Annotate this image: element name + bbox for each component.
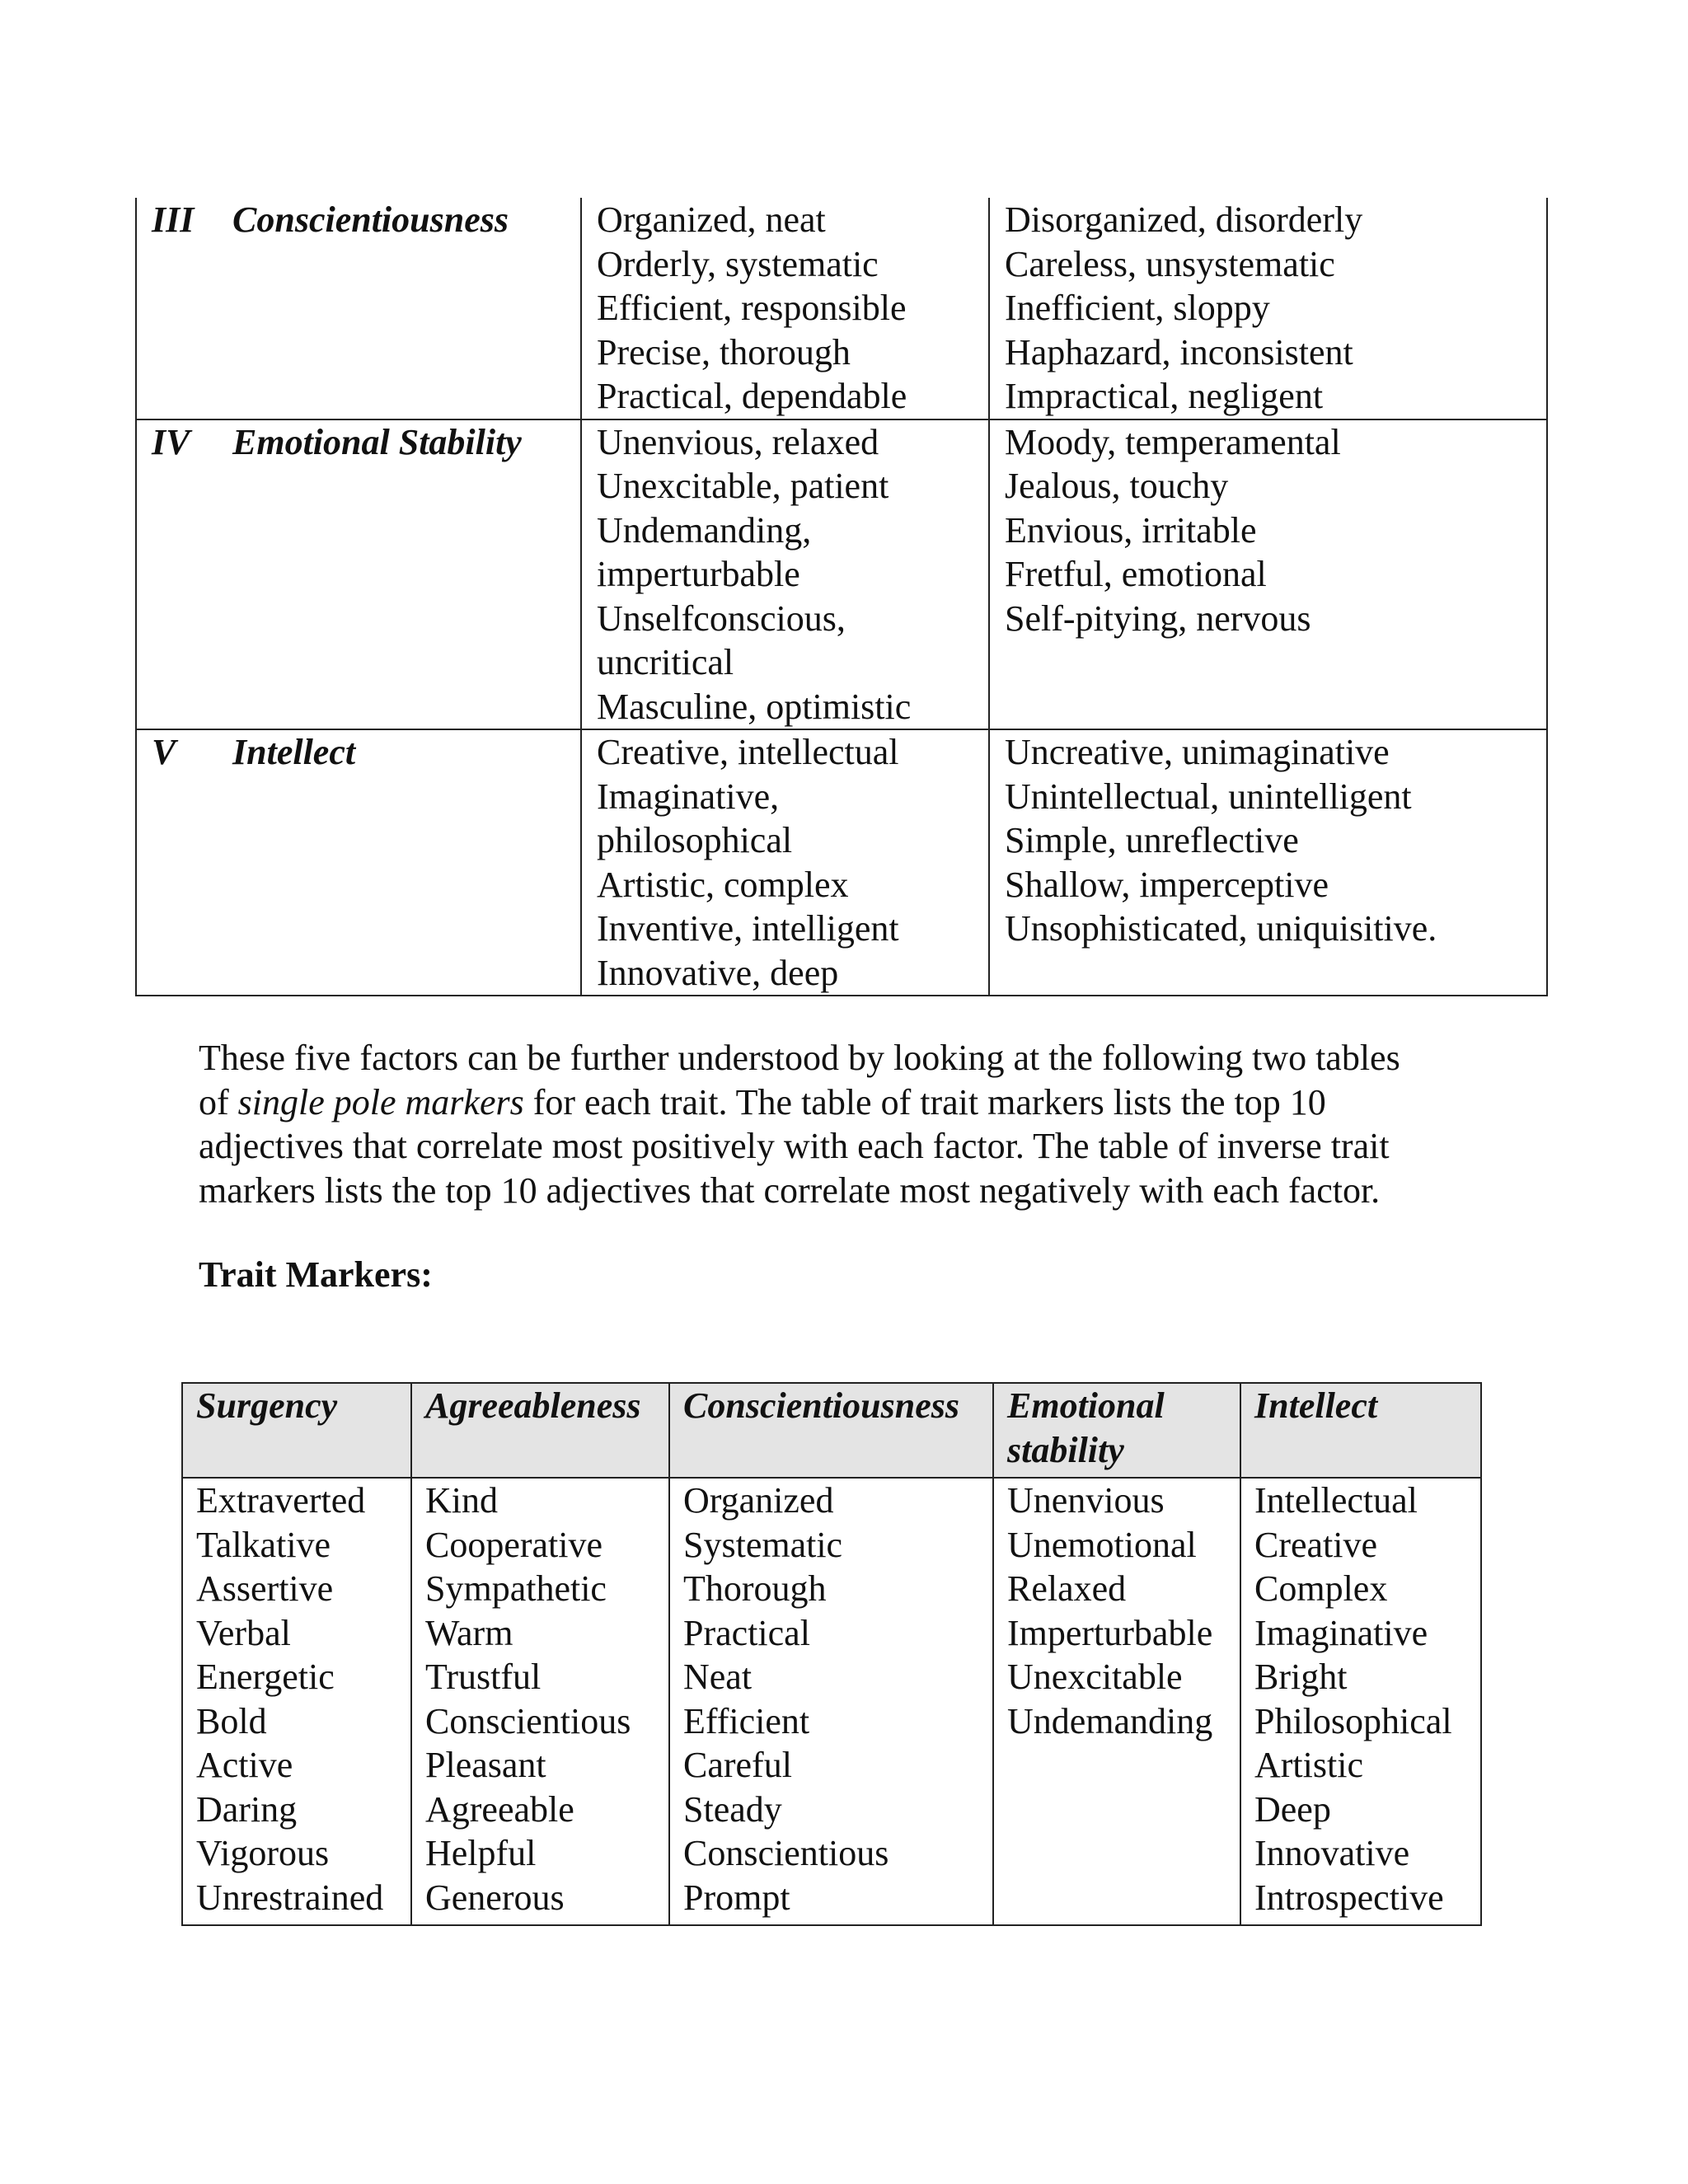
factor-name: Intellect (232, 732, 356, 772)
factor-number: III (152, 199, 195, 240)
trait-marker: Conscientious (425, 1700, 631, 1741)
negative-adjective: Envious, irritable (1005, 509, 1257, 551)
trait-marker: Energetic (196, 1657, 335, 1697)
trait-marker: Complex (1254, 1568, 1388, 1609)
column-header: Intellect (1240, 1383, 1481, 1478)
column-header: Emotional stability (993, 1383, 1240, 1478)
trait-marker: Undemanding (1007, 1700, 1213, 1741)
trait-marker: Artistic (1254, 1745, 1363, 1785)
factor-name-cell (136, 198, 581, 419)
positive-adjective: Unselfconscious, (597, 598, 846, 639)
trait-marker: Conscientious (683, 1833, 889, 1873)
trait-marker: Philosophical (1254, 1700, 1452, 1741)
positive-adjective: Inventive, intelligent (597, 908, 899, 949)
negative-adjective: Fretful, emotional (1005, 554, 1267, 594)
factor-name: Conscientiousness (232, 199, 509, 240)
trait-marker: Neat (683, 1657, 753, 1697)
negative-adjective: Moody, temperamental (1005, 421, 1341, 462)
positive-adjectives-cell (581, 419, 989, 730)
positive-adjective: Undemanding, (597, 509, 812, 551)
positive-adjective: imperturbable (597, 554, 800, 594)
column-header: Agreeableness (411, 1383, 669, 1478)
paragraph-text: for each trait. The table of trait markers lists the top 10 (523, 1081, 1326, 1122)
positive-adjective: Efficient, responsible (597, 288, 907, 328)
trait-marker: Unexcitable (1007, 1657, 1183, 1697)
negative-adjectives-cell (989, 419, 1547, 730)
positive-adjective: Unenvious, relaxed (597, 421, 879, 462)
paragraph-text: of (199, 1081, 238, 1122)
trait-marker: Thorough (683, 1568, 827, 1609)
trait-marker: Unemotional (1007, 1524, 1197, 1565)
positive-adjective: philosophical (597, 820, 793, 860)
paragraph-line (199, 1080, 1493, 1125)
paragraph-emphasis: single pole markers (237, 1081, 524, 1122)
negative-adjective: Disorganized, disorderly (1005, 199, 1363, 240)
trait-marker: Bright (1254, 1657, 1348, 1697)
trait-marker: Unrestrained (196, 1877, 384, 1918)
negative-adjective: Unsophisticated, uniquisitive. (1005, 908, 1437, 949)
positive-adjective: Creative, intellectual (597, 732, 899, 772)
factor-adjective-table (135, 198, 1548, 996)
negative-adjectives-cell (989, 198, 1547, 419)
trait-marker: Helpful (425, 1833, 537, 1873)
paragraph-line: adjectives that correlate most positively with each factor. The table of inverse trait (199, 1126, 1390, 1166)
trait-marker: Deep (1254, 1788, 1331, 1830)
trait-marker: Careful (683, 1745, 792, 1785)
factor-name: Emotional Stability (232, 421, 522, 462)
trait-marker: Steady (683, 1788, 782, 1830)
trait-column-cell (1240, 1478, 1481, 1925)
trait-table-body-row (182, 1478, 1481, 1925)
explanation-paragraph (199, 1036, 1493, 1212)
trait-marker: Active (196, 1745, 293, 1785)
positive-adjectives-cell (581, 729, 989, 996)
negative-adjective: Simple, unreflective (1005, 820, 1299, 860)
positive-adjective: Practical, dependable (597, 376, 907, 416)
trait-marker: Imaginative (1254, 1612, 1428, 1653)
factor-row (136, 729, 1547, 996)
trait-marker: Introspective (1254, 1877, 1444, 1918)
positive-adjective: Unexcitable, patient (597, 466, 889, 506)
trait-marker: Prompt (683, 1877, 790, 1918)
trait-marker: Talkative (196, 1524, 331, 1565)
paragraph-line: markers lists the top 10 adjectives that correlate most negatively with each factor. (199, 1169, 1381, 1211)
trait-marker: Imperturbable (1007, 1612, 1213, 1653)
trait-marker: Vigorous (196, 1833, 330, 1873)
negative-adjective: Impractical, negligent (1005, 376, 1324, 416)
trait-marker: Creative (1254, 1524, 1378, 1565)
trait-marker: Relaxed (1007, 1568, 1127, 1609)
trait-marker: Intellectual (1254, 1480, 1418, 1521)
factor-row (136, 198, 1547, 419)
positive-adjective: Innovative, deep (597, 952, 839, 993)
trait-marker: Pleasant (425, 1745, 546, 1785)
trait-column-cell (182, 1478, 411, 1925)
trait-markers-heading: Trait Markers: (199, 1254, 433, 1295)
trait-table-header-row (182, 1383, 1481, 1478)
trait-marker: Efficient (683, 1700, 810, 1741)
negative-adjective: Inefficient, sloppy (1005, 288, 1270, 328)
positive-adjective: Imaginative, (597, 776, 780, 817)
trait-marker: Kind (425, 1480, 498, 1521)
negative-adjective: Shallow, imperceptive (1005, 864, 1329, 905)
negative-adjective: Haphazard, inconsistent (1005, 331, 1353, 373)
trait-column-cell (411, 1478, 669, 1925)
trait-marker: Verbal (196, 1612, 291, 1653)
factor-number: V (152, 732, 176, 772)
trait-marker: Organized (683, 1480, 834, 1521)
factor-name-cell (136, 729, 581, 996)
trait-marker: Daring (196, 1788, 298, 1830)
negative-adjective: Jealous, touchy (1005, 466, 1229, 506)
positive-adjective: uncritical (597, 642, 734, 682)
trait-marker: Assertive (196, 1568, 334, 1609)
negative-adjective: Uncreative, unimaginative (1005, 732, 1390, 772)
trait-marker: Innovative (1254, 1833, 1410, 1873)
negative-adjective: Unintellectual, unintelligent (1005, 776, 1412, 817)
trait-marker: Unenvious (1007, 1480, 1165, 1521)
trait-markers-table (181, 1382, 1482, 1926)
negative-adjective: Careless, unsystematic (1005, 243, 1335, 284)
trait-marker: Extraverted (196, 1480, 366, 1521)
trait-marker: Bold (196, 1700, 267, 1741)
positive-adjective: Orderly, systematic (597, 243, 879, 284)
factor-name-cell (136, 419, 581, 730)
positive-adjective: Organized, neat (597, 199, 826, 240)
trait-marker: Generous (425, 1877, 565, 1918)
paragraph-line: These five factors can be further understood by looking at the following two tables (199, 1038, 1400, 1078)
trait-marker: Warm (425, 1612, 513, 1653)
positive-adjectives-cell (581, 198, 989, 419)
positive-adjective: Artistic, complex (597, 864, 849, 905)
positive-adjective: Masculine, optimistic (597, 686, 912, 727)
trait-marker: Practical (683, 1612, 810, 1653)
trait-marker: Cooperative (425, 1524, 603, 1565)
trait-marker: Agreeable (425, 1788, 574, 1830)
trait-marker: Trustful (425, 1657, 542, 1697)
trait-column-cell (993, 1478, 1240, 1925)
negative-adjectives-cell (989, 729, 1547, 996)
column-header: Surgency (182, 1383, 411, 1478)
trait-marker: Sympathetic (425, 1568, 607, 1609)
trait-marker: Systematic (683, 1524, 843, 1565)
negative-adjective: Self-pitying, nervous (1005, 598, 1311, 639)
trait-column-cell (669, 1478, 993, 1925)
column-header: Conscientiousness (669, 1383, 993, 1478)
factor-number: IV (152, 421, 190, 462)
factor-row (136, 419, 1547, 730)
positive-adjective: Precise, thorough (597, 331, 851, 373)
